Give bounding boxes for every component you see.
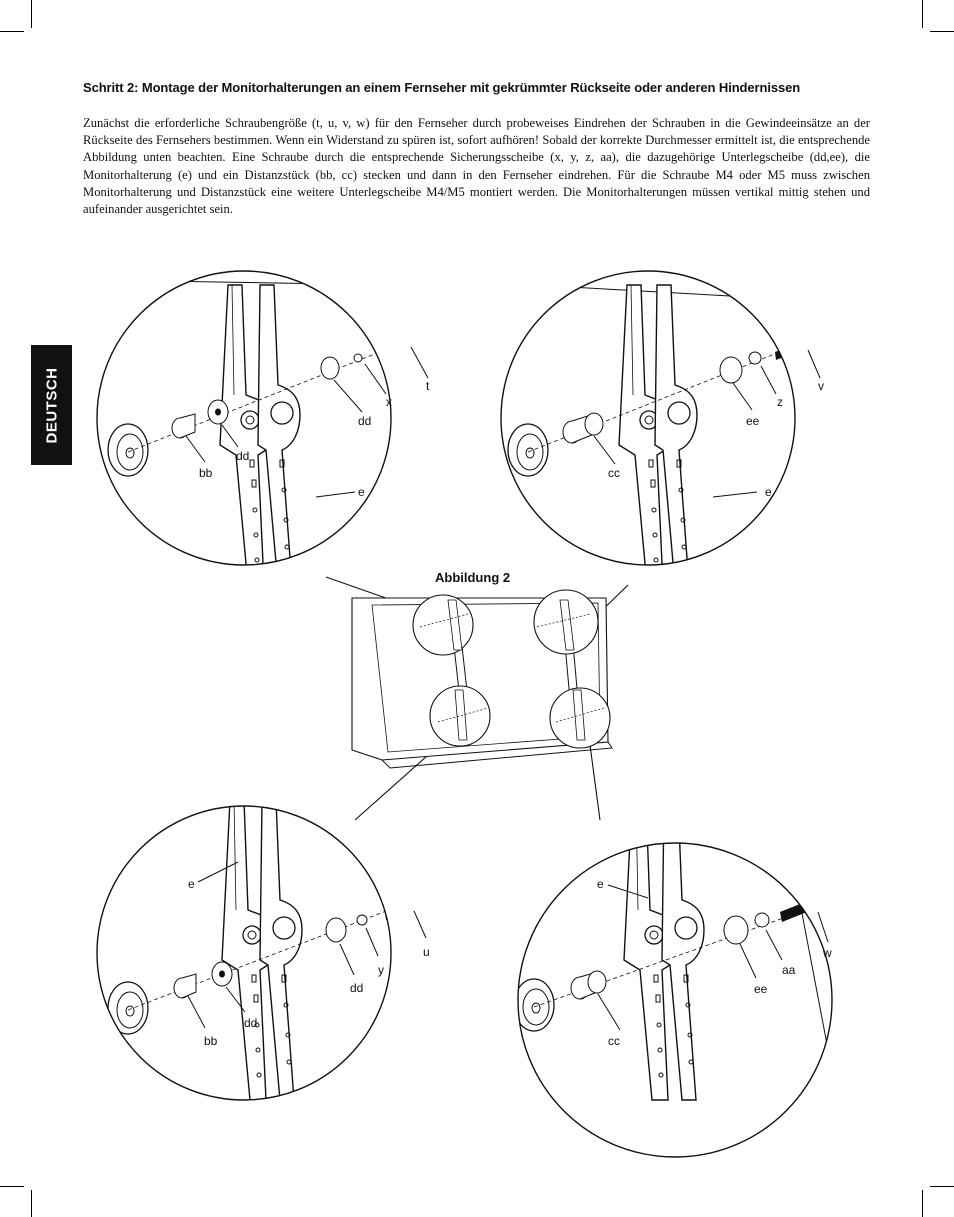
label-z: z — [777, 395, 783, 409]
label-ee: ee — [746, 414, 760, 428]
figure-caption: Abbildung 2 — [435, 570, 511, 585]
label-e: e — [765, 485, 772, 499]
step-heading: Schritt 2: Montage der Monitorhalterungen an einem Fernseher mit gekrümmter Rückseite oder anderen Hindernissen — [83, 80, 801, 95]
detail-bottom-right — [514, 800, 830, 1100]
instruction-paragraph: Zunächst die erforderliche Schraubengröße (t, u, v, w) für den Fernseher durch probeweises Eindrehen der Schrauben in die Gewindeeinsätze an der Rückseite des Fernsehers bestimmen. Wenn ein Widerstand zu spüren ist, sofort aufhören! Sobald der korrekte Durchmesser ermittelt ist, die entsprechende Abbildung unten beachten. Eine Schraube durch die entsprechende Sicherungsscheibe (x, y, z, aa), die dazugehörige Unterlegscheibe (dd,ee), die Monitorhalterung (e) und ein Distanzstück (bb, cc) stecken und dann in den Fernseher eindrehen. Für die Schraube M4 oder M5 muss zwischen Monitorhalterung und Distanzstück eine weitere Unterlegscheibe M4/M5 montiert werden. Die Monitorhalterungen müssen vertikal mittig stehen und aufeinander ausgerichtet sein. — [83, 116, 870, 217]
label-w: w — [823, 946, 832, 960]
label-t: t — [426, 379, 430, 393]
label-dd: dd — [358, 414, 372, 428]
label-x: x — [386, 395, 392, 409]
label-cc: cc — [608, 1034, 620, 1048]
label-dd: dd — [244, 1016, 258, 1030]
detail-top-right — [500, 283, 817, 585]
label-e: e — [597, 877, 604, 891]
label-e: e — [358, 485, 365, 499]
detail-bottom-left — [108, 800, 420, 1100]
detail-top-left — [100, 280, 415, 585]
label-bb: bb — [199, 466, 213, 480]
label-ee: ee — [754, 982, 768, 996]
overview-tv — [352, 590, 612, 768]
label-v: v — [818, 379, 824, 393]
label-y: y — [378, 963, 384, 977]
language-tab-label: DEUTSCH — [43, 366, 61, 444]
label-u: u — [423, 945, 430, 959]
label-bb: bb — [204, 1034, 218, 1048]
label-dd: dd — [236, 449, 250, 463]
label-e: e — [188, 877, 195, 891]
label-aa: aa — [782, 963, 796, 977]
label-dd: dd — [350, 981, 364, 995]
label-cc: cc — [608, 466, 620, 480]
